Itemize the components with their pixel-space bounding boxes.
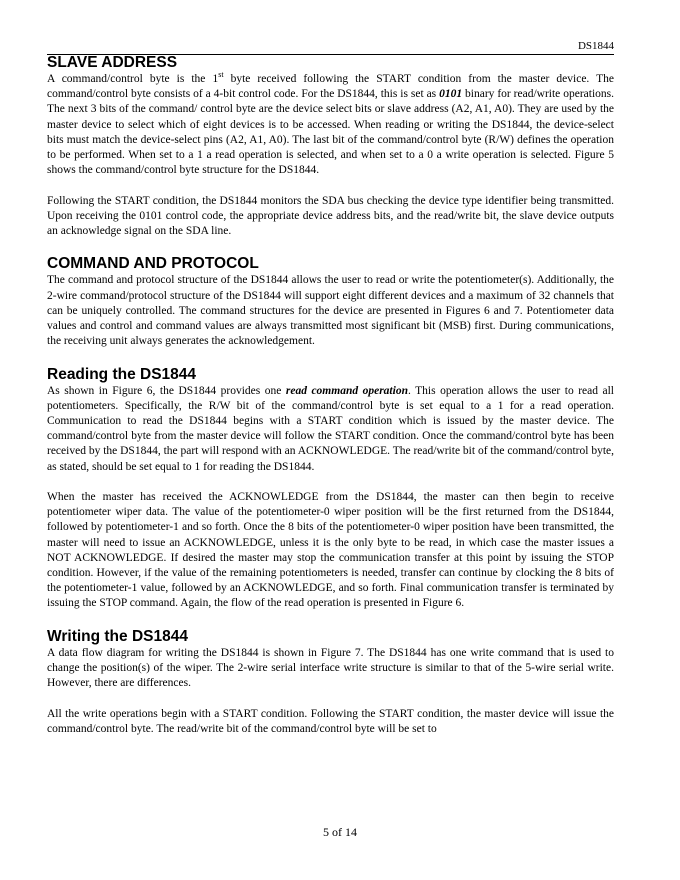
- read-command-emphasis: read command operation: [285, 384, 408, 397]
- page-number: 5 of 14: [323, 825, 357, 839]
- paragraph-slave-address-1: [47, 72, 614, 178]
- paragraph-slave-address-2: Following the START condition, the DS1844 monitors the SDA bus checking the device type identifier being transmitted. Upon receiving the 0101 control code, the appropriate device address bits, and the read/write bit, the slave device outputs an acknowledge signal on the SDA line.: [47, 194, 614, 238]
- heading-slave-address: SLAVE ADDRESS: [47, 54, 178, 71]
- paragraph-reading-1: [47, 384, 614, 475]
- text-segment: A command/control byte is the 1: [47, 73, 219, 85]
- page-content: [47, 53, 614, 737]
- paragraph-reading-2: When the master has received the ACKNOWLEDGE from the DS1844, the master can then begin to receive potentiometer wiper data. The value of the potentiometer-0 wiper position will be the first returned from the DS1844, followed by potentiometer-1 and so forth. Once the 8 bits of the potentiometer-0 wiper position have been transmitted, the master will need to issue an ACKNOWLEDGE, unless it is the only byte to be read, in which case the master issues a NOT ACKNOWLEDGE. If desired the master may stop the communication transfer at this point by issuing the STOP condition. However, if the value of the remaining potentiometers is needed, transfer can continue by clocking the 8 bits of the potentiometer-1 value, followed by an ACKNOWLEDGE, and so forth. Final communication transfer is terminated by issuing the STOP command. Again, the flow of the read operation is presented in Figure 6.: [47, 491, 614, 610]
- text-segment: As shown in Figure 6, the DS1844 provides one: [47, 384, 286, 397]
- heading-reading: Reading the DS1844: [47, 365, 197, 383]
- header-part-number: DS1844: [577, 40, 614, 52]
- paragraph-writing-1: A data flow diagram for writing the DS1844 is shown in Figure 7. The DS1844 has one write command that is used to change the position(s) of the wiper. The 2-wire serial interface write structure is similar to that of the 5-wire serial write. However, there are differences.: [47, 646, 614, 690]
- paragraph-command-protocol-1: The command and protocol structure of the DS1844 allows the user to read or write the potentiometer(s). Additionally, the 2-wire command/protocol structure of the DS1844 will support eight different devices and a maximum of 32 channels that can be uniquely controlled. The command structures for the device are presented in Figures 6 and 7. Potentiometer data values and control and command values are always transmitted most significant bit (MSB) first. During communications, the receiving unit always generates the acknowledgement.: [47, 274, 614, 348]
- text-segment: . This operation allows the user to read all potentiometers. Specifically, the R/W bit of the command/control byte is set equal to a 1 for a read operation. Communication to read the DS1844 begins with a START condition which is issued by the master device. The command/control byte from the master device will follow the START condition. Once the command/control byte has been received by the DS1844, the part will respond with an ACKNOWLEDGE. The read/write bit of the command/control byte, as stated, should be set equal to 1 for reading the DS1844.: [47, 384, 614, 473]
- heading-writing: Writing the DS1844: [47, 627, 188, 645]
- text-segment: binary for read/write operations. The next 3 bits of the command/ control byte are the device select bits or slave address (A2, A1, A0). They are used by the master device to select which of eight devices is to be accessed. When reading or writing the DS1844, the device-select bits must match the device-select pins (A2, A1, A0). The last bit of the command/control byte (R/W) defines the operation to be performed. When set to a 1 a read operation is selected, and when set to a 0 a write operation is selected. Figure 5 shows the command/control byte structure for the DS1844.: [47, 88, 614, 177]
- superscript: st: [218, 70, 224, 80]
- control-code-emphasis: 0101: [439, 88, 463, 101]
- paragraph-writing-2: All the write operations begin with a START condition. Following the START condition, the master device will issue the command/control byte. The read/write bit of the command/control byte will be set to: [47, 707, 614, 735]
- heading-command-protocol: COMMAND AND PROTOCOL: [47, 255, 259, 273]
- text-segment: byte received following the START condition from the master device. The command/control byte consists of a 4-bit control code. For the DS1844, this is set as: [47, 73, 614, 101]
